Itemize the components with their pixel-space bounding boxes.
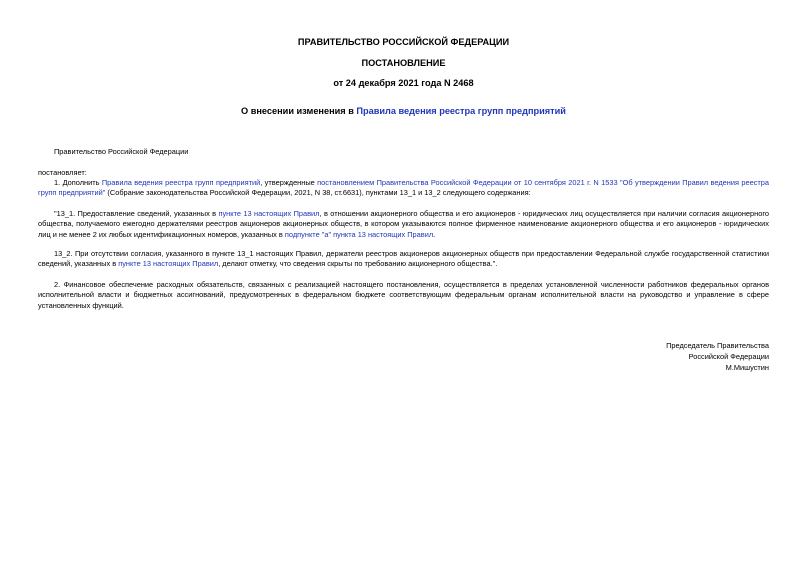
paragraph-13-2 bbox=[38, 249, 769, 270]
p2-text-1: "13_1. Предоставление сведений, указанных в bbox=[54, 209, 219, 218]
document-title bbox=[0, 105, 807, 117]
paragraph-2-financing: 2. Финансовое обеспечение расходных обязательств, связанных с реализацией настоящего постановления, осуществляется в пределах установленной численности работников федеральных органов исполнительной власти и бюджетных ассигнований, предусмотренных в федеральном бюджете соответствующим федеральным органам исполнительной власти на руководство и управление в сфере установленных функций. bbox=[38, 280, 769, 310]
signature-position-line-2: Российской Федерации bbox=[688, 352, 769, 361]
paragraph-13-1 bbox=[38, 209, 769, 240]
p1-link-rules[interactable]: Правила ведения реестра групп предприятий bbox=[101, 178, 261, 187]
p1-text-1: 1. Дополнить bbox=[54, 178, 102, 187]
p3-text-1: 13_2. При отсутствии согласия, указанного в пункте 13_1 настоящих Правил, держатели реестров акционеров акционерных обществ при предоставлении Федеральной службе государственной статистики сведений, указанных в bbox=[38, 249, 769, 269]
p3-link-item-13[interactable]: пункте 13 настоящих Правил bbox=[118, 259, 219, 269]
title-prefix: О внесении изменения в bbox=[241, 106, 357, 116]
issuer-text: Правительство Российской Федерации bbox=[54, 147, 189, 156]
p1-text-2: , утвержденные bbox=[260, 178, 318, 187]
p1-text-3: (Собрание законодательства Российской Федерации, 2021, N 38, ст.6631), пунктами 13_1 и 13_2 следующего содержания: bbox=[105, 188, 531, 198]
date-number-heading: от 24 декабря 2021 года N 2468 bbox=[333, 78, 474, 88]
signature-position-line-1: Председатель Правительства bbox=[666, 341, 769, 350]
p2-text-2: , в отношении акционерного общества и его акционеров - юридических лиц осуществляется при наличии согласия акционерного общества, получаемого ежегодно держателями реестров акционеров акционерных обществ, в котором указываются полное фирменное наименование акционерного общества и его акционеров - юридических лиц и не менее 2 их любых идентификационных номеров, указанных в bbox=[38, 209, 769, 239]
resolves-text: постановляет: bbox=[38, 168, 87, 177]
p2-text-3: . bbox=[433, 229, 436, 239]
document-type-heading: ПОСТАНОВЛЕНИЕ bbox=[361, 58, 446, 68]
paragraph-1 bbox=[38, 178, 769, 199]
title-link-rules[interactable]: Правила ведения реестра групп предприятий bbox=[356, 106, 566, 116]
signature-name: М.Мишустин bbox=[725, 363, 769, 372]
p1-link-resolution-1533[interactable]: постановлением Правительства Российской Федерации от 10 сентября 2021 г. N 1533 "Об утверждении Правил ведения реестра групп предприятий" bbox=[38, 178, 769, 198]
p2-link-item-13[interactable]: пункте 13 настоящих Правил bbox=[218, 209, 320, 218]
p2-link-subitem-a[interactable]: подпункте "а" пункта 13 настоящих Правил bbox=[284, 229, 434, 239]
p3-text-2: , делают отметку, что сведения скрыты по требованию акционерного общества.". bbox=[218, 259, 498, 269]
government-heading: ПРАВИТЕЛЬСТВО РОССИЙСКОЙ ФЕДЕРАЦИИ bbox=[297, 37, 510, 47]
